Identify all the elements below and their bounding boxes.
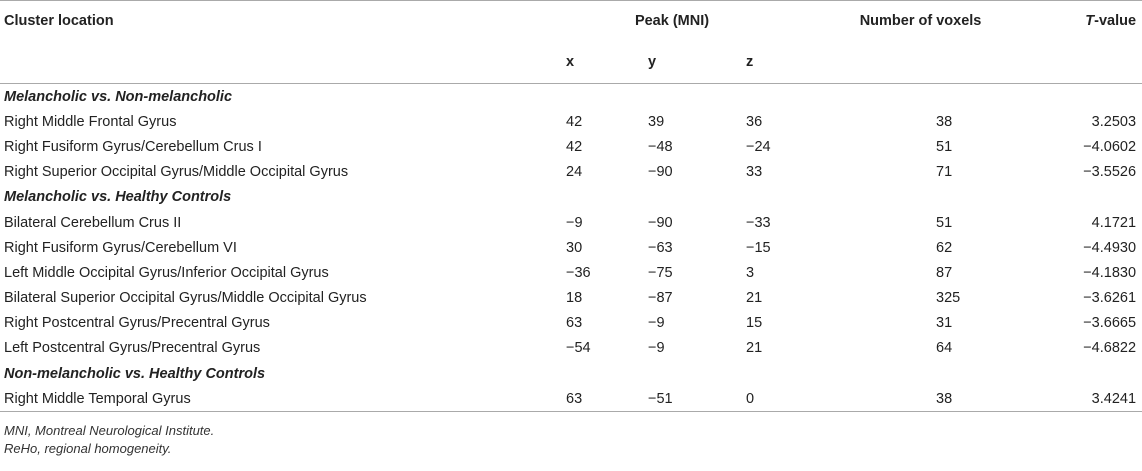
cell-t-value: −3.6261 (1083, 290, 1137, 307)
cell-z: 21 (746, 290, 763, 307)
cell-x: −54 (566, 340, 591, 357)
cell-x: 42 (566, 138, 583, 155)
cell-x: 30 (566, 239, 583, 256)
cell-voxels: 64 (936, 340, 953, 357)
table-row (0, 260, 1142, 285)
group-title: Melancholic vs. Healthy Controls (4, 189, 232, 206)
table-row (0, 210, 1142, 235)
header-z: z (746, 54, 754, 70)
cell-x: 18 (566, 290, 583, 307)
cell-z: 21 (746, 340, 763, 357)
cell-y: −63 (648, 239, 673, 256)
table-row (0, 311, 1142, 336)
cell-t-value: −3.6665 (1083, 315, 1137, 332)
group-title: Melancholic vs. Non-melancholic (4, 88, 233, 105)
group-header-row (0, 84, 1142, 110)
cell-z: 15 (746, 315, 763, 332)
cell-voxels: 71 (936, 164, 953, 181)
table-row (0, 336, 1142, 361)
cell-cluster-location: Left Middle Occipital Gyrus/Inferior Occipital Gyrus (4, 264, 329, 281)
cell-y: −75 (648, 264, 673, 281)
header-empty-t (1017, 41, 1142, 84)
cell-cluster-location: Right Postcentral Gyrus/Precentral Gyrus (4, 315, 270, 332)
cell-voxels: 62 (936, 239, 953, 256)
header-empty-voxels (824, 41, 1017, 84)
cell-voxels: 31 (936, 315, 953, 332)
table-header (0, 1, 1142, 84)
cell-cluster-location: Right Middle Frontal Gyrus (4, 113, 177, 130)
note-mni: MNI, Montreal Neurological Institute. (4, 423, 215, 439)
cell-cluster-location: Left Postcentral Gyrus/Precentral Gyrus (4, 340, 261, 357)
cell-cluster-location: Bilateral Cerebellum Crus II (4, 214, 182, 231)
table-row (0, 160, 1142, 185)
cell-t-value: 4.1721 (1091, 214, 1137, 231)
cell-z: 0 (726, 386, 824, 412)
cell-z: 36 (746, 113, 763, 130)
header-empty-left (0, 41, 520, 84)
cell-cluster-location: Right Middle Temporal Gyrus (0, 386, 520, 412)
header-t-rest: -value (1094, 13, 1137, 29)
table-row (0, 386, 1142, 412)
table-row (0, 235, 1142, 260)
cell-cluster-location: Right Fusiform Gyrus/Cerebellum Crus I (4, 138, 262, 155)
cell-t-value: −3.5526 (1083, 164, 1137, 181)
table-row (0, 134, 1142, 159)
cell-z: −15 (746, 239, 771, 256)
cell-y: −90 (648, 164, 673, 181)
note-reho: ReHo, regional homogeneity. (4, 441, 172, 457)
header-peak-mni: Peak (MNI) (634, 13, 710, 29)
group-header-row (0, 361, 1142, 386)
cell-x: −36 (566, 264, 591, 281)
cell-voxels: 51 (936, 214, 953, 231)
cell-t-value: −4.1830 (1083, 264, 1137, 281)
table-row (0, 109, 1142, 134)
cell-y: −9 (648, 315, 665, 332)
header-y: y (648, 54, 657, 70)
cell-y: −51 (618, 386, 726, 412)
cell-z: 33 (746, 164, 763, 181)
cell-cluster-location: Right Fusiform Gyrus/Cerebellum VI (4, 239, 237, 256)
cell-t-value: −4.6822 (1083, 340, 1137, 357)
cell-z: −33 (746, 214, 771, 231)
cell-y: −90 (648, 214, 673, 231)
cell-x: −9 (566, 214, 583, 231)
cell-voxels: 38 (936, 113, 953, 130)
cell-t-value: 3.2503 (1091, 113, 1137, 130)
group-title: Non-melancholic vs. Healthy Controls (4, 365, 266, 382)
group-header-row (0, 185, 1142, 210)
cell-z: −24 (746, 138, 771, 155)
cell-cluster-location: Right Superior Occipital Gyrus/Middle Occipital Gyrus (4, 164, 349, 181)
cell-y: −87 (648, 290, 673, 307)
cell-voxels: 325 (936, 290, 961, 307)
table-row (0, 286, 1142, 311)
cell-y: 39 (648, 113, 665, 130)
table-body (0, 84, 1142, 412)
cell-t-value: 3.4241 (1017, 386, 1142, 412)
cell-z: 3 (746, 264, 755, 281)
cell-x: 63 (520, 386, 618, 412)
cell-y: −9 (648, 340, 665, 357)
cell-x: 42 (566, 113, 583, 130)
header-number-of-voxels: Number of voxels (859, 13, 982, 29)
cell-y: −48 (648, 138, 673, 155)
cell-t-value: −4.4930 (1083, 239, 1137, 256)
cell-x: 24 (566, 164, 583, 181)
header-t-italic: T (1085, 13, 1095, 29)
header-x: x (566, 54, 575, 70)
cell-x: 63 (566, 315, 583, 332)
cell-voxels: 51 (936, 138, 953, 155)
cell-voxels: 38 (824, 386, 1017, 412)
cell-t-value: −4.0602 (1083, 138, 1137, 155)
cell-cluster-location: Bilateral Superior Occipital Gyrus/Middle Occipital Gyrus (4, 290, 367, 307)
header-t-value (1017, 1, 1142, 42)
table-notes (0, 422, 1142, 458)
header-cluster-location: Cluster location (4, 13, 114, 29)
cell-voxels: 87 (936, 264, 953, 281)
